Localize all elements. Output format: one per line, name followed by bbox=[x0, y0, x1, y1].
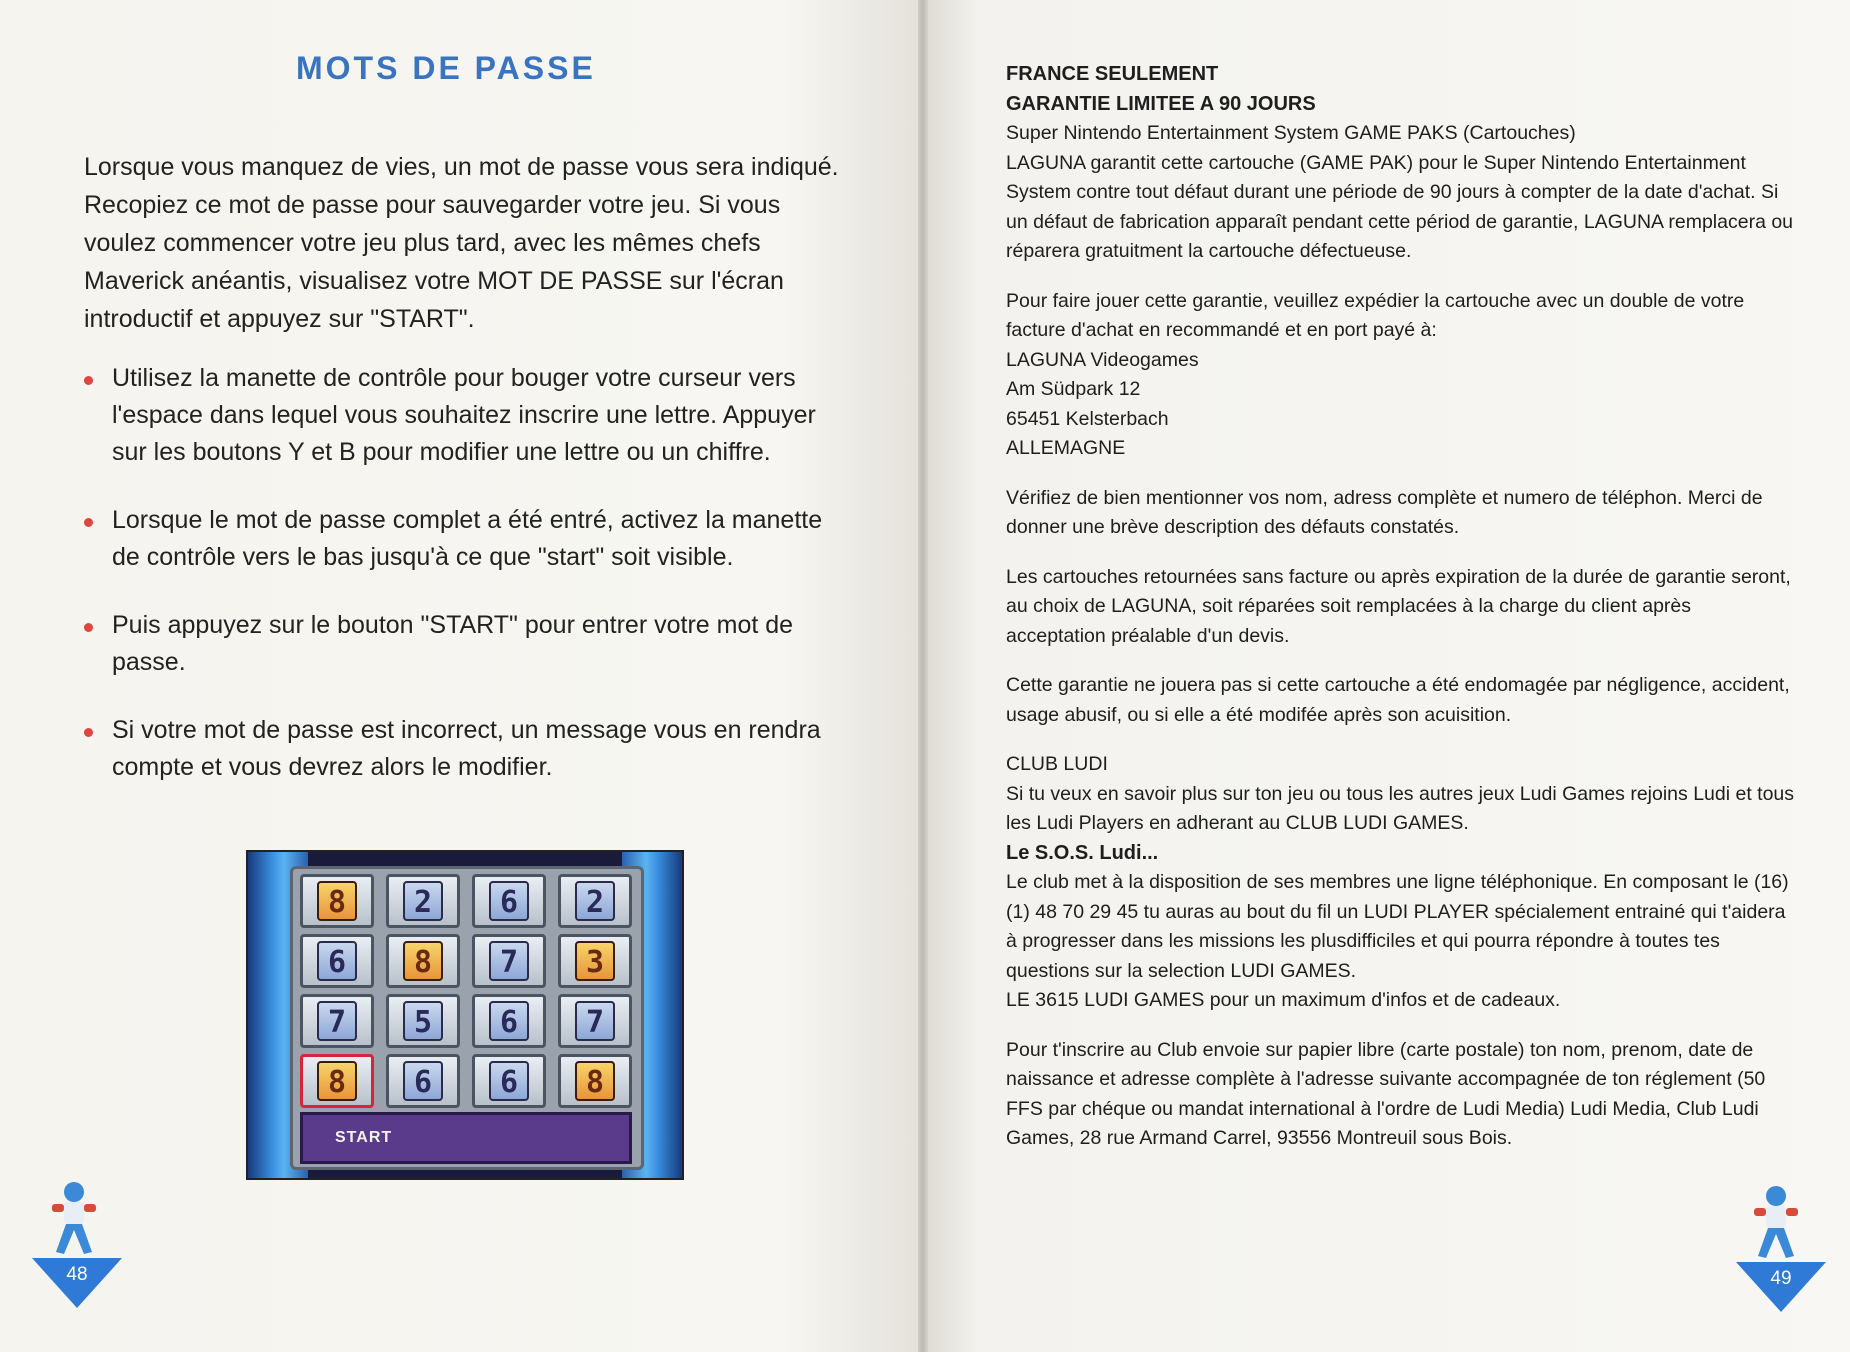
right-page bbox=[922, 0, 1850, 1352]
shipping-paragraph: Pour faire jouer cette garantie, veuillez expédier la cartouche avec un double de votre facture d'achat en recommandé et en port payé à: bbox=[1006, 289, 1745, 341]
verify-paragraph: Vérifiez de bien mentionner vos nom, adress complète et numero de téléphon. Merci de donner une brève description des défauts constatés. bbox=[1006, 486, 1763, 538]
start-label: START bbox=[335, 1129, 393, 1146]
sos-title: Le S.O.S. Ludi... bbox=[1006, 841, 1159, 864]
password-cell: 2 bbox=[386, 874, 460, 928]
list-item: Utilisez la manette de contrôle pour bouger votre curseur vers l'espace dans lequel vous souhaitez inscrire une lettre. Appuyer sur les boutons Y et B pour modifier une lettre ou un chiffre. bbox=[84, 360, 854, 471]
password-cell: 7 bbox=[558, 994, 632, 1048]
page-number: 49 bbox=[1770, 1268, 1792, 1289]
megaman-x-icon bbox=[46, 1178, 102, 1258]
password-cell: 2 bbox=[558, 874, 632, 928]
password-screenshot bbox=[246, 850, 684, 1180]
heading-france: FRANCE SEULEMENT bbox=[1006, 63, 1219, 85]
address-line: ALLEMAGNE bbox=[1006, 437, 1126, 459]
address-line: 65451 Kelsterbach bbox=[1006, 407, 1169, 430]
password-cell: 7 bbox=[300, 994, 374, 1048]
password-cell: 8 bbox=[386, 934, 460, 988]
list-item: Si votre mot de passe est incorrect, un message vous en rendra compte et vous devrez alors le modifier. bbox=[84, 712, 854, 786]
subheading: Super Nintendo Entertainment System GAME PAKS (Cartouches) bbox=[1006, 122, 1576, 144]
password-cell: 6 bbox=[300, 934, 374, 988]
heading-warranty: GARANTIE LIMITEE A 90 JOURS bbox=[1006, 92, 1316, 115]
page-title: MOTS DE PASSE bbox=[296, 50, 596, 86]
password-cell: 3 bbox=[558, 934, 632, 988]
page-number: 48 bbox=[66, 1264, 88, 1285]
start-bar bbox=[300, 1112, 632, 1164]
list-item: Lorsque le mot de passe complet a été entré, activez la manette de contrôle vers le bas jusqu'à ce que "start" soit visible. bbox=[84, 502, 854, 576]
sos-paragraph: Le club met à la disposition de ses membres une ligne téléphonique. En composant le (16) (1) 48 70 29 45 tu auras au bout du fil un LUDI PLAYER spécialement entrainé qui t'aidera à progresser dans les missions les plusdifficiles et qui pourra répondre à toutes tes questions sur la selection LUDI GAMES. bbox=[1006, 871, 1789, 982]
password-cell: 8 bbox=[558, 1054, 632, 1108]
left-page bbox=[0, 0, 922, 1352]
signup-paragraph: Pour t'inscrire au Club envoie sur papier libre (carte postale) ton nom, prenom, date de naissance et adresse complète à l'adresse suivante accompagnée de ton réglement (50 FFS par chéque ou mandat international à l'ordre de Ludi Media) Ludi Media, Club Ludi Games, 28 rue Armand Carrel, 93556 Montreuil sous Bois. bbox=[1006, 1038, 1766, 1149]
password-cell-selected: 8 bbox=[300, 1054, 374, 1108]
page-number-badge bbox=[32, 1258, 122, 1308]
exclusion-paragraph: Cette garantie ne jouera pas si cette cartouche a été endomagée par négligence, accident, usage abusif, ou si elle a été modifée après son acuisition. bbox=[1006, 674, 1790, 726]
bullet-list bbox=[84, 360, 854, 817]
warranty-paragraph: LAGUNA garantit cette cartouche (GAME PAK) pour le Super Nintendo Entertainment System contre tout défaut durant une période de 90 jours à compter de la date d'achat. Si un défaut de fabrication apparaît pendant cette périod de garantie, LAGUNA remplacera ou réparera gratuitment la cartouche défectueuse. bbox=[1006, 151, 1794, 262]
password-cell: 5 bbox=[386, 994, 460, 1048]
minitel-line: LE 3615 LUDI GAMES pour un maximum d'infos et de cadeaux. bbox=[1006, 989, 1561, 1011]
red-dot-icon bbox=[84, 728, 93, 737]
red-dot-icon bbox=[84, 623, 93, 632]
password-grid bbox=[300, 874, 632, 1108]
red-dot-icon bbox=[84, 376, 93, 385]
warranty-text bbox=[1006, 60, 1796, 1174]
password-cell: 6 bbox=[472, 1054, 546, 1108]
returns-paragraph: Les cartouches retournées sans facture ou après expiration de la durée de garantie seront, au choix de LAGUNA, soit réparées soit remplacées à la charge du client après acceptation préalable d'un devis. bbox=[1006, 565, 1791, 647]
page-number-badge bbox=[1736, 1262, 1826, 1312]
password-cell: 8 bbox=[300, 874, 374, 928]
book-gutter bbox=[918, 0, 928, 1352]
list-item: Puis appuyez sur le bouton "START" pour entrer votre mot de passe. bbox=[84, 607, 854, 681]
intro-paragraph: Lorsque vous manquez de vies, un mot de passe vous sera indiqué. Recopiez ce mot de passe pour sauvegarder votre jeu. Si vous voulez commencer votre jeu plus tard, avec les mêmes chefs Maverick anéantis, visualisez votre MOT DE PASSE sur l'écran introductif et appuyez sur "START". bbox=[84, 153, 839, 333]
address-line: Am Südpark 12 bbox=[1006, 378, 1141, 400]
red-dot-icon bbox=[84, 518, 93, 527]
password-cell: 6 bbox=[472, 994, 546, 1048]
password-cell: 7 bbox=[472, 934, 546, 988]
password-cell: 6 bbox=[472, 874, 546, 928]
club-paragraph: Si tu veux en savoir plus sur ton jeu ou tous les autres jeux Ludi Games rejoins Ludi et tous les Ludi Players en adherant au CLUB LUDI GAMES. bbox=[1006, 782, 1795, 834]
club-title: CLUB LUDI bbox=[1006, 753, 1108, 775]
address-line: LAGUNA Videogames bbox=[1006, 348, 1199, 371]
password-cell: 6 bbox=[386, 1054, 460, 1108]
megaman-x-icon bbox=[1748, 1182, 1804, 1262]
